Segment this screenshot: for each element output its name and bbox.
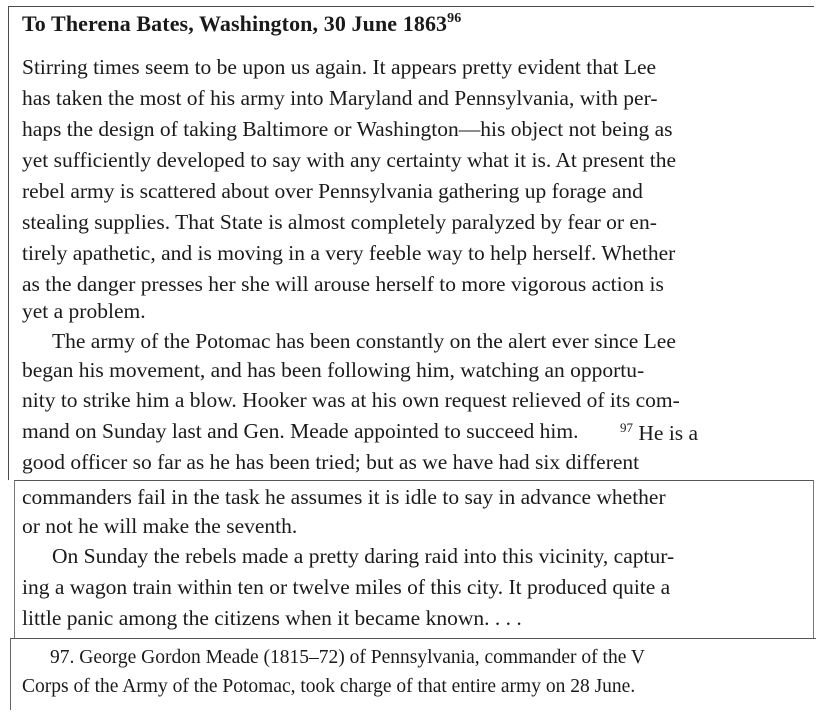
body-line: little panic among the citizens when it became known. . . .	[22, 606, 522, 630]
body-line: rebel army is scattered about over Pennsylvania gathering up forage and	[22, 179, 643, 203]
body-line: haps the design of taking Baltimore or Washington—his object not being as	[22, 117, 673, 141]
body-line: stealing supplies. That State is almost completely paralyzed by fear or en-	[22, 210, 657, 234]
footnote-marker-line	[620, 421, 698, 445]
footnote-ref-97: 97	[620, 420, 633, 435]
body-line: began his movement, and has been following him, watching an opportu-	[22, 358, 645, 382]
body-line: good officer so far as he has been tried; but as we have had six different	[22, 450, 640, 474]
body-line: yet a problem.	[22, 299, 146, 323]
body-line: mand on Sunday last and Gen. Meade appointed to succeed him.	[22, 419, 579, 443]
body-line: or not he will make the seventh.	[22, 514, 298, 538]
body-line-tail: He is a	[633, 421, 699, 445]
body-line: nity to strike him a blow. Hooker was at his own request relieved of its com-	[22, 388, 680, 412]
body-line: yet sufficiently developed to say with any certainty what it is. At present the	[22, 148, 676, 172]
footnote-line: Corps of the Army of the Potomac, took charge of that entire army on 28 June.	[22, 676, 636, 697]
footnote-line: 97. George Gordon Meade (1815–72) of Pennsylvania, commander of the V	[50, 647, 645, 668]
body-line: Stirring times seem to be upon us again. It appears pretty evident that Lee	[22, 55, 657, 79]
body-line: as the danger presses her she will arouse herself to more vigorous action is	[22, 272, 664, 296]
body-line: has taken the most of his army into Maryland and Pennsylvania, with per-	[22, 86, 658, 110]
body-line: tirely apathetic, and is moving in a very feeble way to help herself. Whether	[22, 241, 676, 265]
body-line: ing a wagon train within ten or twelve miles of this city. It produced quite a	[22, 575, 671, 599]
letter-heading	[22, 11, 461, 37]
heading-title: To Therena Bates, Washington, 30 June 1863	[22, 11, 448, 36]
body-line: The army of the Potomac has been constantly on the alert ever since Lee	[52, 329, 676, 353]
body-line: On Sunday the rebels made a pretty daring raid into this vicinity, captur-	[52, 544, 675, 568]
body-line: commanders fail in the task he assumes it is idle to say in advance whether	[22, 485, 666, 509]
heading-note-ref: 96	[447, 11, 462, 26]
